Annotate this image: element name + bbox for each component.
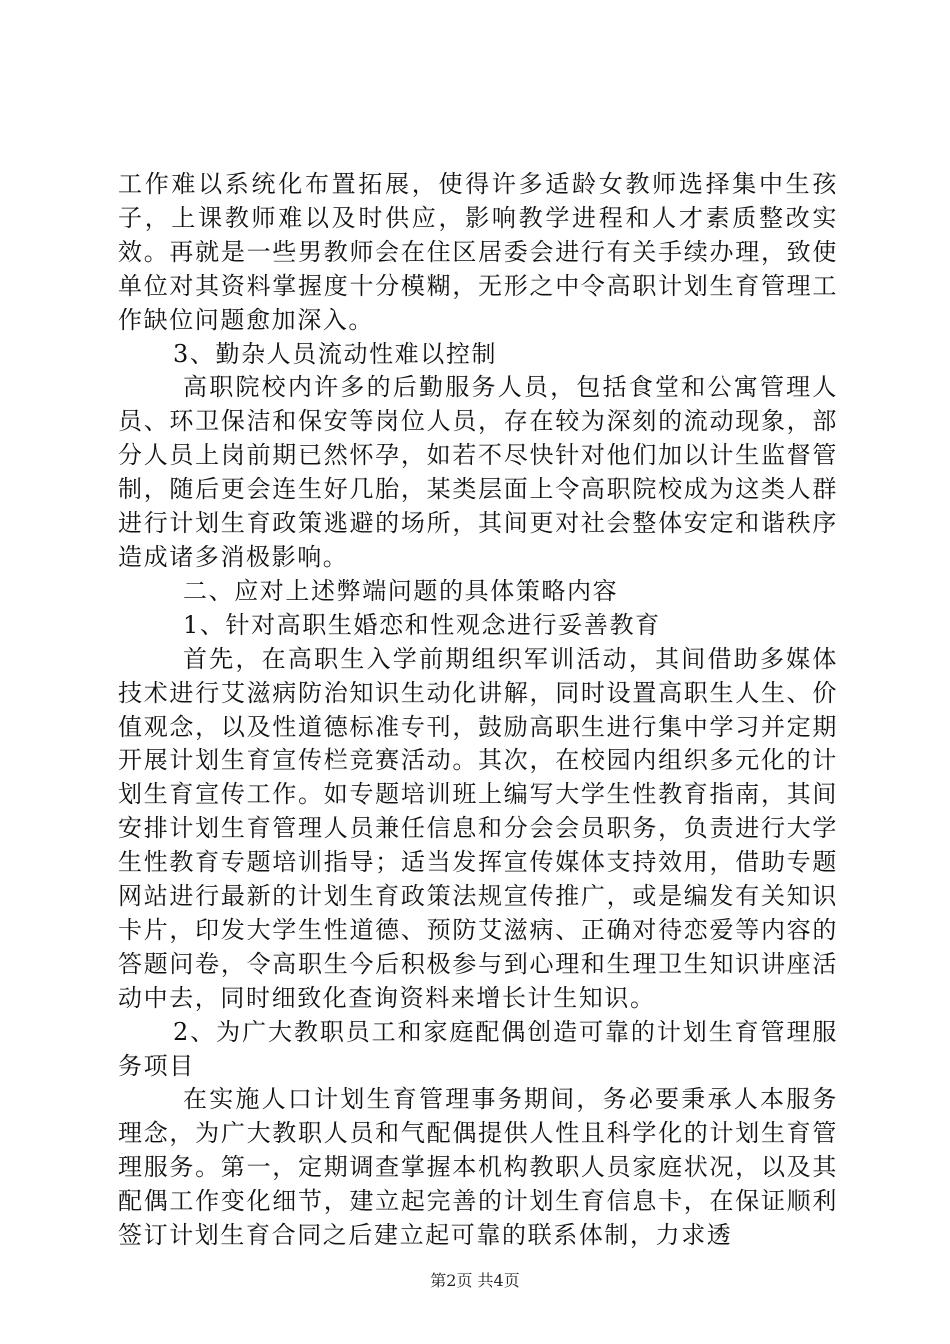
subheading-3: 3、勤杂人员流动性难以控制 [173,339,498,368]
subheading-2: 2、为广大教职员工和家庭配偶创造可靠的计划生育管理服务项目 [118,1017,838,1080]
section-heading-2: 二、应对上述弊端问题的具体策略内容 [183,576,619,605]
paragraph-education: 首先，在高职生入学前期组织军训活动，其间借助多媒体技术进行艾滋病防治知识生动化讲解，同时设置高职生人生、价值观念，以及性道德标准专刊，鼓励高职生进行集中学习并定期开展计划生育宣传栏竞赛活动。其次，在校园内组织多元化的计划生育宣传工作。如专题培训班上编写大学生性教育指南，其间安排计划生育管理人员兼任信息和分会会员职务，负责进行大学生性教育专题培训指导；适当发挥宣传媒体支持效用，借助专题网站进行最新的计划生育政策法规宣传推广，或是编发有关知识卡片，印发大学生性道德、预防艾滋病、正确对待恋爱等内容的答题问卷，令高职生今后积极参与到心理和生理卫生知识讲座活动中去，同时细致化查询资料来增长计生知识。 [118,644,838,1012]
subheading-1: 1、针对高职生婚恋和性观念进行妥善教育 [183,610,661,639]
document-body [118,168,838,1253]
paragraph-logistics-staff: 高职院校内许多的后勤服务人员，包括食堂和公寓管理人员、环卫保洁和保安等岗位人员，存在较为深刻的流动现象，部分人员上岗前期已然怀孕，如若不尽快针对他们加以计生监督管制，随后更会连生好几胎，某类层面上令高职院校成为这类人群进行计划生育政策逃避的场所，其间更对社会整体安定和谐秩序造成诸多消极影响。 [118,373,838,571]
paragraph-services: 在实施人口计划生育管理事务期间，务必要秉承人本服务理念，为广大教职人员和气配偶提供人性且科学化的计划生育管理服务。第一，定期调查掌握本机构教职人员家庭状况，以及其配偶工作变化细节，建立起完善的计划生育信息卡，在保证顺利签订计划生育合同之后建立起可靠的联系体制，力求透 [118,1085,838,1250]
page-number-footer: 第2页 共4页 [430,1271,520,1290]
paragraph-continued: 工作难以系统化布置拓展，使得许多适龄女教师选择集中生孩子，上课教师难以及时供应，影响教学进程和人才素质整改实效。再就是一些男教师会在住区居委会进行有关手续办理，致使单位对其资料掌握度十分模糊，无形之中令高职计划生育管理工作缺位问题愈加深入。 [118,170,838,334]
